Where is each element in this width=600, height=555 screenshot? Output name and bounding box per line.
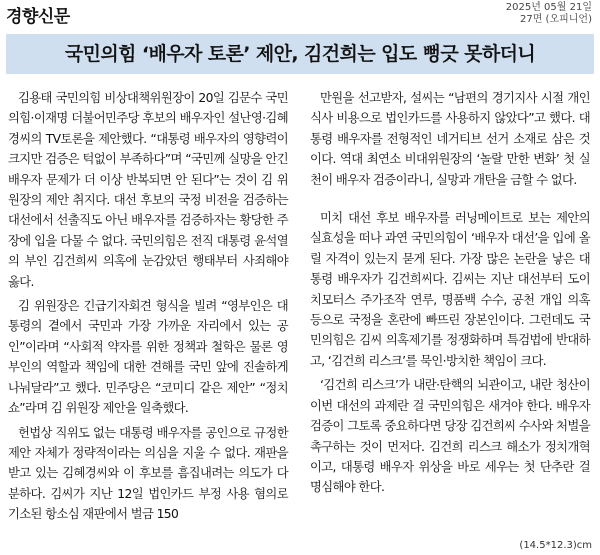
headline-bar — [6, 34, 594, 74]
article-paragraph: ‘김건희 리스크’가 내란·탄핵의 뇌관이고, 내란 청산이 이번 대선의 과제란 걸 국민의힘은 새겨야 한다. 배우자 검증이 그토록 중요하다면 당장 김건희씨 수사와 처벌을 촉구하는 것이 먼저다. 김건희 리스크 해소가 정치개혁이고, 대통령 배우자 위상을 바로 세우는 첫 단추란 걸 명심해야 한다. — [310, 378, 590, 495]
article-paragraph: 만원을 선고받자, 설씨는 “남편의 경기지사 시절 개인 식사 비용으로 법인카드를 사용하지 않았다”고 했다. 대통령 배우자를 전형적인 네거티브 선거 소재로 삼은 것이다. 역대 최연소 비대위원장의 ‘놀랄 만한 변화’ 첫 실천이 배우자 검증이라니, 실망과 개탄을 금할 수 없다. — [310, 91, 590, 187]
article-paragraph: 김 위원장은 긴급기자회견 형식을 빌려 “영부인은 대통령의 곁에서 국민과 가장 가까운 자리에서 있는 공인”이라며 “사회적 약자를 위한 정책과 철학은 물론 영부인의 역할과 책임에 대한 견해를 국민 앞에 진솔하게 나눠달라”고 했다. 민주당은 “코미디 같은 제안” “정치쇼”라며 김 위원장 제안을 일축했다. — [8, 299, 288, 416]
article-paragraph: 헌법상 직위도 없는 대통령 배우자를 공인으로 규정한 제안 자체가 정략적이라는 의심을 지울 수 없다. 재판을 받고 있는 김혜경씨와 이 후보를 흠집내려는 의도가 다분하다. 김씨가 지난 12일 법인카드 부정 사용 혐의로 기소된 항소심 재판에서 벌금 150 — [8, 425, 288, 522]
article-column-left — [8, 88, 288, 529]
article-paragraph: 미치 대선 후보 배우자를 러닝메이트로 보는 제안의 실효성을 떠나 과연 국민의힘이 ‘배우자 대선’을 입에 올릴 자격이 있는지 묻게 된다. 가장 많은 논란을 낳은 대통령 배우자가 김건희씨다. 김씨는 지난 대선부터 도이치모터스 주가조작 연루, 명품백 수수, 공천 개입 의혹 등으로 국정을 혼란에 빠뜨린 장본인이다. 그런데도 국민의힘은 김씨 의혹제기를 정쟁화하며 특검법에 반대하고, ‘김건희 리스크’를 묵인·방치한 책임이 크다. — [310, 211, 590, 368]
newspaper-masthead: 경향신문 — [6, 7, 70, 27]
page-section: 27면 (오피니언) — [519, 14, 592, 25]
publication-date: 2025년 05월 21일 — [505, 2, 592, 13]
publication-info — [506, 2, 592, 26]
article-paragraph: 김용태 국민의힘 비상대책위원장이 20일 김문수 국민의힘·이재명 더불어민주당 후보의 배우자인 설난영·김혜경씨의 TV토론을 제안했다. “대통령 배우자의 영향력이 크지만 검증은 턱없이 부족하다”며 “국민께 실망을 안긴 배우자 문제가 더 이상 반복되면 안 된다”는 것이 김 위원장의 제안 취지다. 대선 후보의 국정 비전을 검증하는 대선에서 선출직도 아닌 배우자를 검증하자는 황당한 주장에 입을 다물 수 없다. 국민의힘은 전직 대통령 윤석열의 부인 김건희씨 의혹에 눈감았던 행태부터 사죄해야 옳다. — [8, 91, 288, 289]
article-column-right — [310, 88, 590, 502]
clipping-size: (14.5*12.3)cm — [519, 540, 592, 551]
page-header — [0, 0, 600, 34]
article-headline: 국민의힘 ‘배우자 토론’ 제안, 김건희는 입도 뻥긋 못하더니 — [64, 43, 536, 65]
